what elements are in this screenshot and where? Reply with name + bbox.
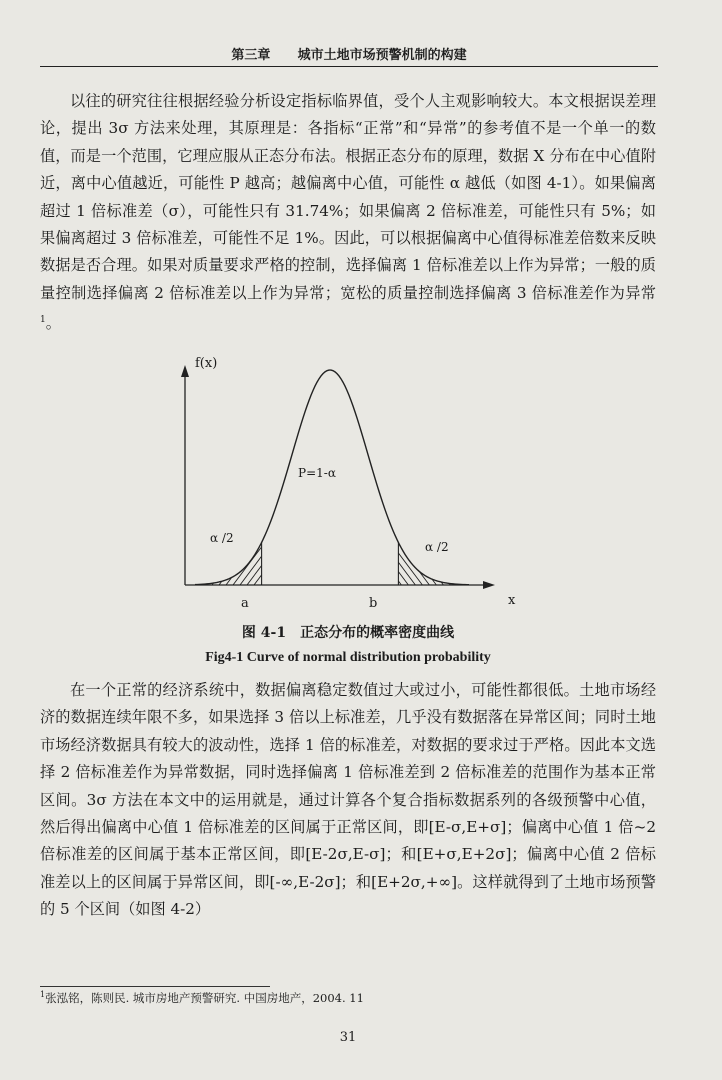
right-hatch-line-27: [482, 525, 527, 585]
footnote-number: 1: [40, 990, 46, 1000]
paragraph-3sigma-method: [40, 88, 656, 338]
left-hatch-line-20: [275, 525, 320, 585]
left-hatch-line-14: [233, 525, 278, 585]
center-probability-label: P=1-α: [298, 466, 336, 480]
chapter-title: 城市土地市场预警机制的构建: [297, 48, 467, 63]
x-axis-arrow-icon: [483, 581, 495, 589]
paragraph-1-text: 以往的研究往往根据经验分析设定指标临界值，受个人主观影响较大。本文根据误差理论，提出 3σ 方法来处理，其原理是：各指标“正常”和“异常”的参考值不是一个单一的数值，而是一个范围，它理应服从正态分布法。根据正态分布的原理，数据 X 分布在中心值附近，离中心值越近，可能性 P 越高；越偏离中心值，可能性 α 越低（如图 4-1）。如果偏离超过 1 倍标准差（σ），可能性只有 31.74%；如果偏离 2 倍标准差，可能性只有 5%；如果偏离超过 3 倍标准差，可能性不足 1%。因此，可以根据偏离中心值得标准差倍数来反映数据是否合理。如果对质量要求严格的控制，选择偏离 1 倍标准差以上作为异常；一般的质量控制选择偏离 2 倍标准差以上作为异常；宽松的质量控制选择偏离 3 倍标准差作为异常: [40, 92, 656, 302]
normal-distribution-figure: [140, 345, 540, 620]
left-hatch-line-25: [310, 525, 355, 585]
left-hatch-line-22: [289, 525, 334, 585]
footnote-text: 张泓铭，陈则民. 城市房地产预警研究. 中国房地产，2004. 11: [45, 991, 364, 1005]
left-hatch-line-0: [140, 525, 180, 585]
left-hatch-line-19: [268, 525, 313, 585]
right-hatch-line-2: [307, 525, 352, 585]
left-hatch-line-24: [303, 525, 348, 585]
right-hatch-line-7: [342, 525, 387, 585]
right-hatch-line-4: [321, 525, 366, 585]
right-hatch-line-17: [412, 525, 457, 585]
right-hatch-line-26: [475, 525, 520, 585]
right-tail-hatching: [293, 525, 527, 585]
right-hatch-line-11: [370, 525, 415, 585]
right-hatch-line-13: [384, 525, 429, 585]
right-hatch-line-25: [468, 525, 513, 585]
left-hatch-line-5: [170, 525, 215, 585]
figure-caption-english: Fig4-1 Curve of normal distribution probability: [205, 650, 491, 665]
left-hatch-line-3: [156, 525, 201, 585]
footnote-ref: 1: [40, 315, 46, 326]
left-hatch-line-2: [149, 525, 194, 585]
y-axis-label: f(x): [195, 356, 218, 371]
right-hatch-line-8: [349, 525, 394, 585]
figure-caption-chinese: 图 4-1 正态分布的概率密度曲线: [241, 625, 455, 641]
right-hatch-line-5: [328, 525, 373, 585]
left-hatch-line-1: [142, 525, 187, 585]
left-tail-label: α /2: [210, 531, 234, 545]
right-hatch-line-16: [405, 525, 450, 585]
right-hatch-line-10: [363, 525, 408, 585]
left-hatch-line-21: [282, 525, 327, 585]
y-axis-arrow-icon: [181, 365, 189, 377]
right-tail-label: α /2: [425, 540, 449, 554]
right-hatch-line-21: [440, 525, 485, 585]
right-hatch-line-20: [433, 525, 478, 585]
right-hatch-line-22: [447, 525, 492, 585]
right-hatch-line-24: [461, 525, 506, 585]
left-hatch-line-18: [261, 525, 306, 585]
left-hatch-line-15: [240, 525, 285, 585]
boundary-b-label: b: [369, 596, 378, 611]
right-hatch-line-12: [377, 525, 422, 585]
footnote: [40, 990, 656, 1006]
paragraph-1-end: 。: [45, 314, 61, 333]
left-tail-hatching: [140, 525, 362, 585]
normal-curve-svg: [140, 345, 540, 620]
left-hatch-line-23: [296, 525, 341, 585]
right-hatch-line-0: [293, 525, 338, 585]
paragraph-warning-intervals: 在一个正常的经济系统中，数据偏离稳定数值过大或过小，可能性都很低。土地市场经济的数据连续年限不多，如果选择 3 倍以上标准差，几乎没有数据落在异常区间；同时土地市场经济数据具有较大的波动性，选择 1 倍的标准差，对数据的要求过于严格。因此本文选择 2 倍标准差作为异常数据，同时选择偏离 1 倍标准差到 2 倍标准差的范围作为基本正常区间。3σ 方法在本文中的运用就是，通过计算各个复合指标数据系列的各级预警中心值，然后得出偏离中心值 1 倍标准差的区间属于正常区间，即[E-σ,E+σ]；偏离中心值 1 倍~2 倍标准差的区间属于基本正常区间，即[E-2σ,E-σ]；和[E+σ,E+2σ]；偏离中心值 2 倍标准差以上的区间属于异常区间，即[-∞,E-2σ]；和[E+2σ,+∞]。这样就得到了土地市场预警的 5 个区间（如图 4-2）: [40, 681, 656, 919]
right-hatch-line-6: [335, 525, 380, 585]
right-hatch-line-23: [454, 525, 499, 585]
right-hatch-line-3: [314, 525, 359, 585]
right-hatch-line-19: [426, 525, 471, 585]
header-rule: [40, 66, 658, 67]
x-axis-label: x: [508, 593, 516, 608]
left-hatch-line-17: [254, 525, 299, 585]
boundary-a-label: a: [241, 596, 249, 611]
page-number: 31: [339, 1030, 357, 1045]
running-header: [40, 44, 658, 63]
footnote-rule: [40, 986, 270, 987]
chapter-label: 第三章: [231, 48, 271, 63]
left-hatch-line-26: [317, 525, 362, 585]
right-hatch-line-1: [300, 525, 345, 585]
